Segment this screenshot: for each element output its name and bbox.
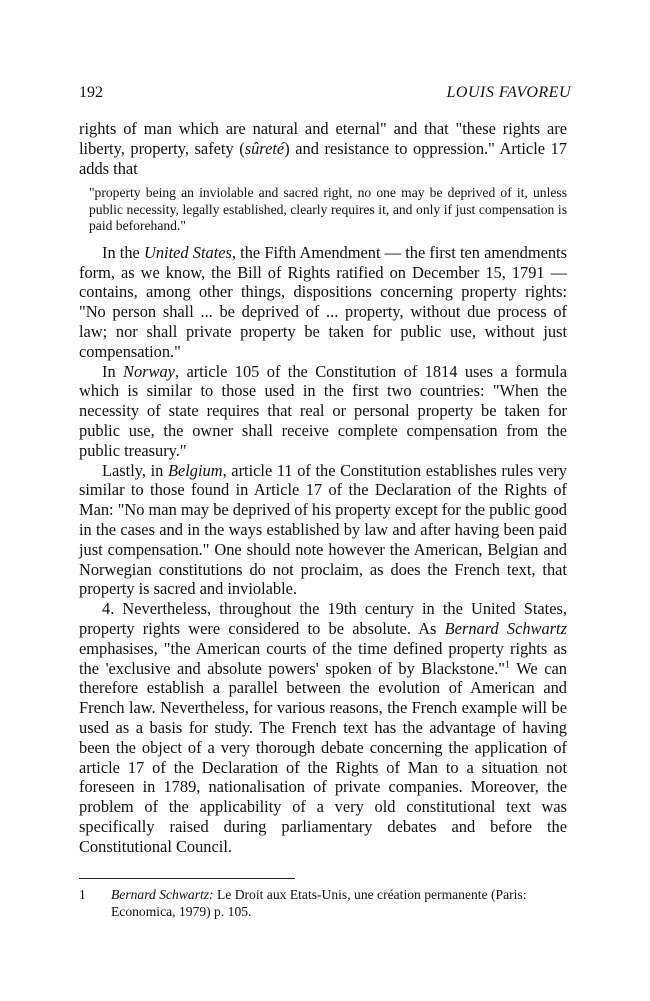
- running-head-author: LOUIS FAVOREU: [446, 84, 571, 101]
- paragraph-section-4: 4. Nevertheless, throughout the 19th century in the United States, property rights were considered to be absolute. As Bernard Schwartz emphasises, "the American courts of the time defined property rights as the 'exclusive and absolute powers' spoken of by Blackstone."$^1$ We can therefore establish a parallel between the evolution of American and French law. Nevertheless, for various reasons, the French example will be used as a basis for study. The French text has the advantage of having been the object of a very thorough debate concerning the application of article 17 of the Declaration of the Rights of Man to a situation not foreseen in 1789, nationalisation of private companies. Moreover, the problem of the applicability of a very old constitutional text was specifically raised during parliamentary debates and before the Constitutional Council.: [79, 599, 567, 856]
- footnote: [79, 887, 567, 920]
- paragraph-continuation: rights of man which are natural and eternal" and that "these rights are liberty, property, safety (sûreté) and resistance to oppression." Article 17 adds that: [79, 119, 567, 178]
- paragraph-belgium: Lastly, in Belgium, article 11 of the Constitution establishes rules very similar to those found in Article 17 of the Declaration of the Rights of Man: "No man may be deprived of his property except for the public good in the cases and in the ways established by law and after having been paid just compensation." One should note however the American, Belgian and Norwegian constitutions do not proclaim, as does the French text, that property is sacred and inviolable.: [79, 460, 567, 599]
- running-header: [79, 83, 571, 103]
- footnote-text: Bernard Schwartz: Le Droit aux Etats-Unis, une création permanente (Paris: Economica, 1979) p. 105.: [111, 887, 527, 919]
- footnote-divider: [79, 878, 295, 879]
- block-quote: "property being an inviolable and sacred right, no one may be deprived of it, unless public necessity, legally established, clearly requires it, and only if just compensation is paid beforehand.": [89, 185, 567, 234]
- page-number: 192: [79, 84, 103, 101]
- main-text: [79, 119, 567, 857]
- paragraph-united-states: In the United States, the Fifth Amendment — the first ten amendments form, as we know, the Bill of Rights ratified on December 15, 1791 — contains, among other things, dispositions concerning property rights: "No person shall ... be deprived of ... property, without due process of law; nor shall private property be taken for public use, without just compensation.": [79, 242, 567, 361]
- footnote-reference: 1: [505, 659, 510, 671]
- footnote-number: 1: [79, 887, 86, 902]
- paragraph-norway: In Norway, article 105 of the Constitution of 1814 uses a formula which is similar to those used in the first two countries: "When the necessity of state requires that real or personal property be taken for public use, the owner shall receive complete compensation from the public treasury.": [79, 361, 567, 460]
